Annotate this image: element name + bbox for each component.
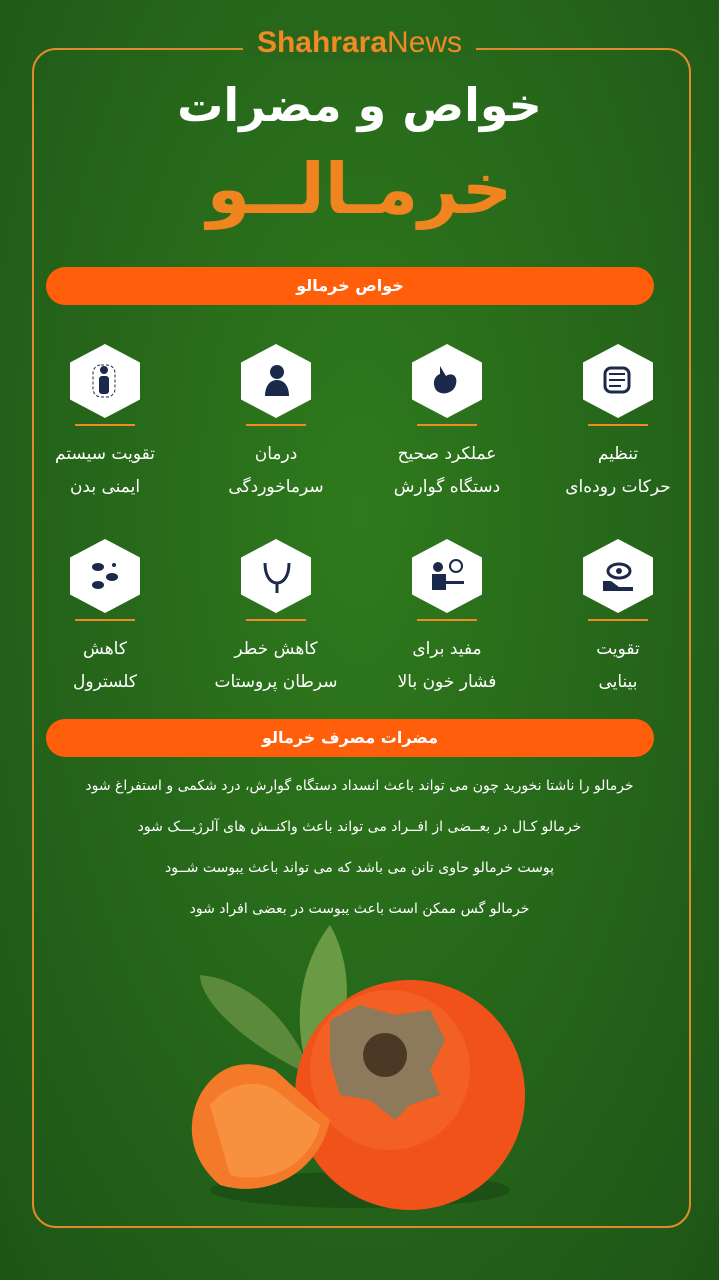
chevron-decoration: [75, 611, 135, 621]
benefit-line2: سرطان پروستات: [214, 672, 338, 692]
benefit-line1: تقویت سیستم: [55, 444, 155, 464]
harm-item: خرمالو را ناشتا نخورید چون می تواند باعث انسداد دستگاه گوارش، درد شکمی و استفراغ شود: [85, 778, 634, 794]
benefit-line2: فشار خون بالا: [397, 672, 497, 692]
benefit-item: [191, 344, 361, 504]
blood-pressure-icon: [412, 539, 482, 613]
harm-item: خرمالو گس ممکن است باعث یبوست در بعضی افراد شود: [189, 901, 530, 917]
chevron-decoration: [588, 416, 648, 426]
cholesterol-cells-icon: [70, 539, 140, 613]
chevron-decoration: [417, 611, 477, 621]
intestine-icon: [583, 344, 653, 418]
eye-hand-icon: [583, 539, 653, 613]
persimmon-image: [180, 920, 540, 1220]
immune-body-icon: [70, 344, 140, 418]
benefit-line2: دستگاه گوارش: [393, 477, 501, 497]
benefit-line2: کلسترول: [73, 672, 137, 692]
benefit-line2: بینایی: [598, 672, 638, 692]
prostate-icon: [241, 539, 311, 613]
stomach-icon: [412, 344, 482, 418]
chevron-decoration: [588, 611, 648, 621]
benefit-line2: سرماخوردگی: [228, 477, 324, 497]
benefit-item: [20, 344, 190, 504]
benefit-line1: مفید برای: [412, 639, 482, 659]
benefit-line2: حرکات روده‌ای: [565, 477, 671, 497]
benefits-header: خواص خرمالو: [46, 267, 654, 305]
page-subtitle: خرمـالــو: [206, 148, 513, 230]
sick-person-icon: [241, 344, 311, 418]
harm-item: پوست خرمالو حاوی تانن می باشد که می تواند باعث یبوست شــود: [164, 860, 555, 876]
harm-item: خرمالو کـال در بعــضی از افــراد می تواند باعث واکنــش های آلرژیـــک شود: [137, 819, 582, 835]
benefit-item: [533, 539, 703, 699]
chevron-decoration: [417, 416, 477, 426]
benefit-line1: تقویت: [596, 639, 640, 659]
benefit-line1: درمان: [254, 444, 298, 464]
benefit-item: [362, 539, 532, 699]
chevron-decoration: [246, 611, 306, 621]
benefit-item: [533, 344, 703, 504]
benefit-line1: کاهش: [83, 639, 127, 659]
benefit-item: [362, 344, 532, 504]
page-title: خواص و مضرات: [177, 78, 542, 132]
chevron-decoration: [246, 416, 306, 426]
benefit-line1: کاهش خطر: [234, 639, 318, 659]
benefit-line1: عملکرد صحیح: [397, 444, 497, 464]
benefit-item: [20, 539, 190, 699]
benefit-item: [191, 539, 361, 699]
benefit-line1: تنظیم: [597, 444, 639, 464]
brand-logo: ShahraraNews: [0, 26, 719, 60]
chevron-decoration: [75, 416, 135, 426]
benefit-line2: ایمنی بدن: [69, 477, 141, 497]
harms-header: مضرات مصرف خرمالو: [46, 719, 654, 757]
